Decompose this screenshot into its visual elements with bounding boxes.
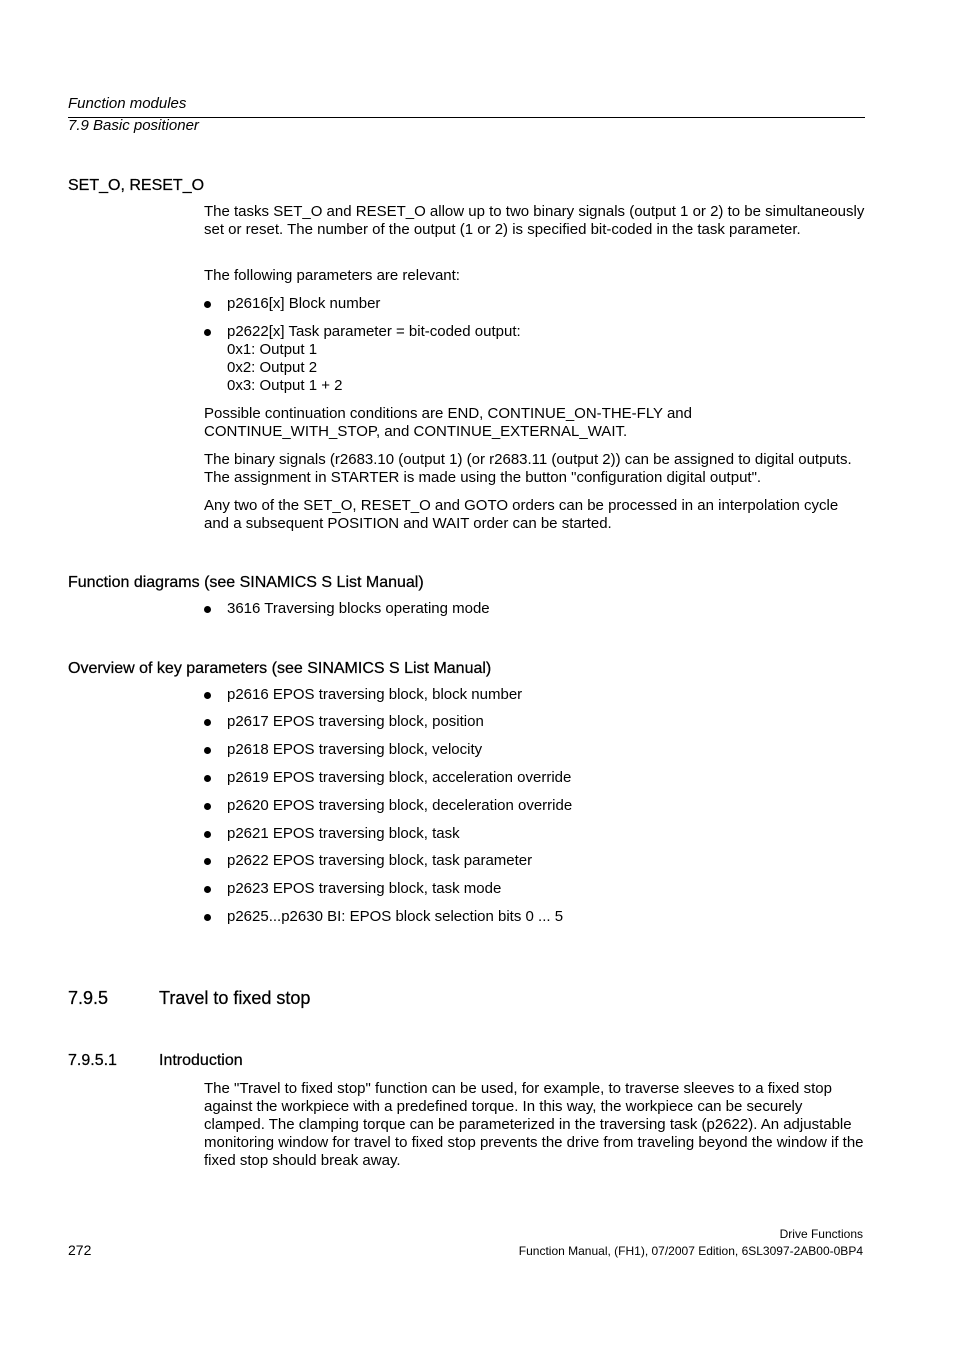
section-title: Travel to fixed stop	[159, 988, 311, 1008]
header-chapter: Function modules	[68, 95, 187, 112]
section-number: 7.9.5	[68, 988, 109, 1008]
list-item-text: p2622 EPOS traversing block, task parameter	[227, 852, 533, 869]
set-reset-para-5: Any two of the SET_O, RESET_O and GOTO orders can be processed in an interpolation cycle and a subsequent POSITION and WAIT order can be started.	[204, 497, 839, 532]
bullet-icon	[204, 886, 211, 893]
footer-doc-title: Drive Functions	[779, 1227, 863, 1241]
set-reset-para-2: The following parameters are relevant:	[204, 267, 460, 284]
list-item-text: 3616 Traversing blocks operating mode	[227, 600, 490, 617]
list-item-subline: 0x2: Output 2	[227, 359, 318, 376]
set-reset-para-1: The tasks SET_O and RESET_O allow up to two binary signals (output 1 or 2) to be simultaneously set or reset. The number of the output (1 or 2) is specified bit-coded in the task parameter.	[204, 203, 865, 238]
subsection-title: Introduction	[159, 1052, 243, 1069]
set-reset-para-3: Possible continuation conditions are END, CONTINUE_ON-THE-FLY and CONTINUE_WITH_STOP, and CONTINUE_EXTERNAL_WAIT.	[204, 405, 692, 440]
list-item-text: p2625...p2630 BI: EPOS block selection bits 0 ... 5	[227, 908, 564, 925]
page-number: 272	[68, 1242, 92, 1258]
bullet-icon	[204, 301, 211, 308]
bullet-icon	[204, 747, 211, 754]
list-item-text: p2617 EPOS traversing block, position	[227, 713, 484, 730]
set-reset-para-4: The binary signals (r2683.10 (output 1) (or r2683.11 (output 2)) can be assigned to digital outputs. The assignment in STARTER is made using the button "configuration digital output".	[204, 451, 852, 486]
list-item-text: p2619 EPOS traversing block, acceleration override	[227, 769, 572, 786]
bullet-icon	[204, 831, 211, 838]
heading-set-reset: SET_O, RESET_O	[68, 177, 205, 194]
list-item-text: p2622[x] Task parameter = bit-coded output:	[227, 323, 521, 340]
bullet-icon	[204, 329, 211, 336]
subsection-number: 7.9.5.1	[68, 1052, 117, 1069]
heading-key-parameters: Overview of key parameters (see SINAMICS S List Manual)	[68, 660, 492, 677]
list-item-text: p2623 EPOS traversing block, task mode	[227, 880, 502, 897]
bullet-icon	[204, 606, 211, 613]
footer-doc-info: Function Manual, (FH1), 07/2007 Edition, 6SL3097-2AB00-0BP4	[518, 1244, 863, 1258]
bullet-icon	[204, 692, 211, 699]
list-item-subline: 0x1: Output 1	[227, 341, 318, 358]
introduction-para: The "Travel to fixed stop" function can be used, for example, to traverse sleeves to a fixed stop against the workpiece with a predefined torque. In this way, the workpiece can be securely clamped. The clamping torque can be parameterized in the traversing task (p2622). An adjustable monitoring window for travel to fixed stop prevents the drive from traveling beyond the window if the fixed stop should break away.	[204, 1080, 864, 1169]
list-item-text: p2618 EPOS traversing block, velocity	[227, 741, 483, 758]
list-item-text: p2616[x] Block number	[227, 295, 381, 312]
header-section: 7.9 Basic positioner	[68, 117, 199, 134]
list-item-text: p2620 EPOS traversing block, deceleration override	[227, 797, 573, 814]
bullet-icon	[204, 803, 211, 810]
list-item-subline: 0x3: Output 1 + 2	[227, 377, 343, 394]
header-rule	[68, 117, 865, 118]
list-item-text: p2621 EPOS traversing block, task	[227, 825, 460, 842]
bullet-icon	[204, 914, 211, 921]
bullet-icon	[204, 858, 211, 865]
bullet-icon	[204, 719, 211, 726]
bullet-icon	[204, 775, 211, 782]
heading-function-diagrams: Function diagrams (see SINAMICS S List Manual)	[68, 574, 424, 591]
list-item-text: p2616 EPOS traversing block, block number	[227, 686, 523, 703]
